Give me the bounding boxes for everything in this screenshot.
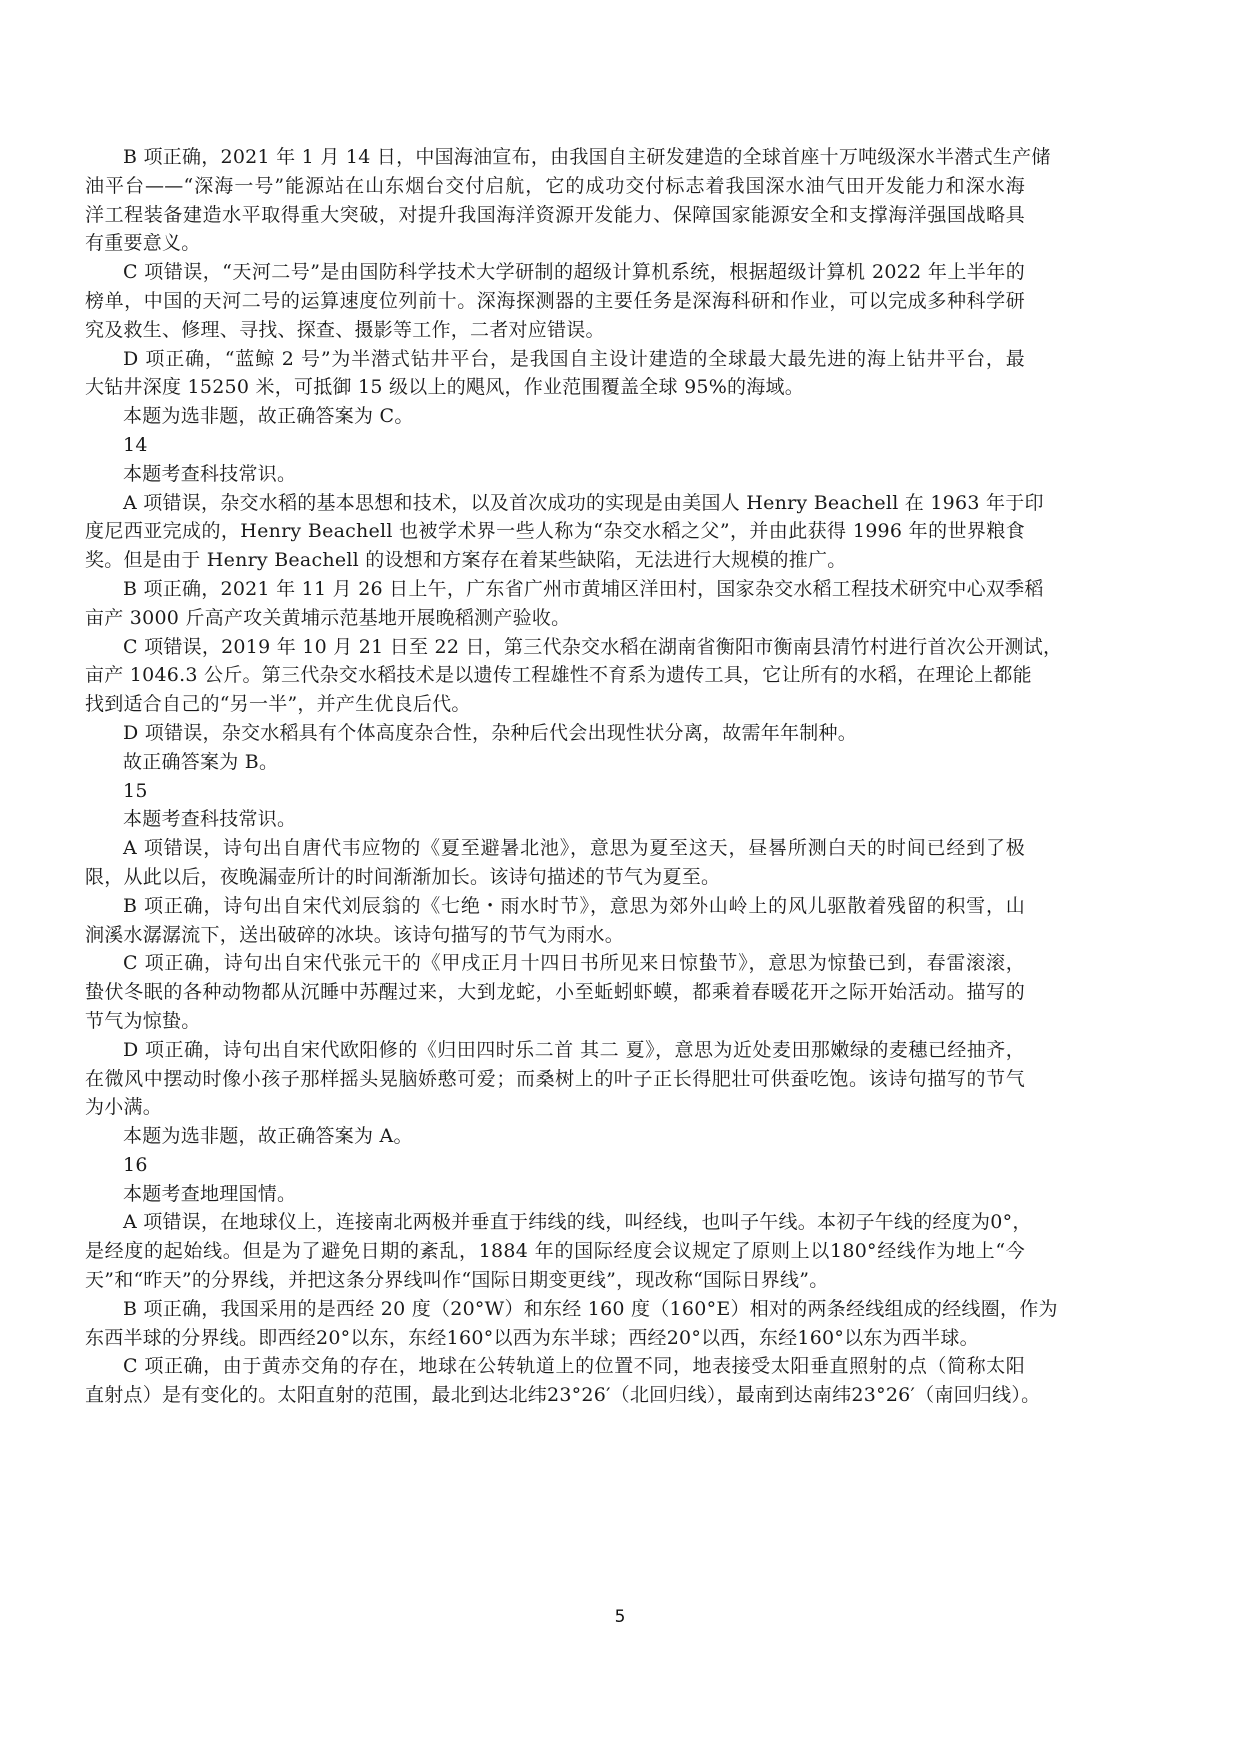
text-line: 直射点）是有变化的。太阳直射的范围，最北到达北纬23°26′（北回归线），最南到达南纬23°26′（南回归线）。 <box>85 1384 1041 1407</box>
text-line: A 项错误，在地球仪上，连接南北两极并垂直于纬线的线，叫经线，也叫子午线。本初子午线的经度为0°， <box>123 1211 1032 1234</box>
document-body <box>85 143 1063 1410</box>
text-line: 找到适合自己的“另一半”，并产生优良后代。 <box>85 693 471 716</box>
text-line: 14 <box>123 433 148 456</box>
text-line: A 项错误，诗句出自唐代韦应物的《夏至避暑北池》，意思为夏至这天，昼晷所测白天的时间已经到了极 <box>123 837 1025 860</box>
text-line: 限，从此以后，夜晚漏壶所计的时间渐渐加长。该诗句描述的节气为夏至。 <box>85 865 721 888</box>
text-line: 洋工程装备建造水平取得重大突破，对提升我国海洋资源开发能力、保障国家能源安全和支撑海洋强国战略具 <box>85 203 1025 226</box>
text-line: 大钻井深度 15250 米，可抵御 15 级以上的飓风，作业范围覆盖全球 95%的海域。 <box>85 376 805 399</box>
text-line: 奖。但是由于 Henry Beachell 的设想和方案存在着某些缺陷，无法进行大规模的推广。 <box>85 549 847 572</box>
text-line: 故正确答案为 B。 <box>123 750 279 773</box>
text-line: 在微风中摆动时像小孩子那样摇头晃脑娇憨可爱；而桑树上的叶子正长得肥壮可供蚕吃饱。该诗句描写的节气 <box>85 1067 1025 1090</box>
text-line: C 项正确，由于黄赤交角的存在，地球在公转轨道上的位置不同，地表接受太阳垂直照射的点（简称太阳 <box>123 1355 1025 1378</box>
text-line: 蛰伏冬眠的各种动物都从沉睡中苏醒过来，大到龙蛇，小至蚯蚓虾蟆，都乘着春暖花开之际开始活动。描写的 <box>85 981 1025 1004</box>
text-line: B 项正确，诗句出自宋代刘辰翁的《七绝・雨水时节》，意思为郊外山岭上的风儿驱散着残留的积雪，山 <box>123 894 1025 917</box>
text-line: 16 <box>123 1153 148 1176</box>
text-line: 本题为选非题，故正确答案为 C。 <box>123 405 414 428</box>
text-line: 亩产 3000 斤高产攻关黄埔示范基地开展晚稻测产验收。 <box>85 606 571 629</box>
text-line: C 项错误，2019 年 10 月 21 日至 22 日，第三代杂交水稻在湖南省衡阳市衡南县清竹村进行首次公开测试， <box>123 635 1063 658</box>
text-line: 榜单，中国的天河二号的运算速度位列前十。深海探测器的主要任务是深海科研和作业，可以完成多种科学研 <box>85 289 1025 312</box>
text-line: D 项正确，“蓝鲸 2 号”为半潜式钻井平台，是我国自主设计建造的全球最大最先进的海上钻井平台，最 <box>123 347 1025 370</box>
text-line: C 项正确，诗句出自宋代张元干的《甲戌正月十四日书所见来日惊蛰节》，意思为惊蛰已到，春雷滚滚， <box>123 952 1025 975</box>
text-line: 15 <box>123 779 148 802</box>
text-line: 本题为选非题，故正确答案为 A。 <box>123 1125 413 1148</box>
text-line: B 项正确，2021 年 11 月 26 日上午，广东省广州市黄埔区洋田村，国家杂交水稻工程技术研究中心双季稻 <box>123 577 1044 600</box>
text-line: 为小满。 <box>85 1096 163 1119</box>
text-line: A 项错误，杂交水稻的基本思想和技术，以及首次成功的实现是由美国人 Henry Beachell 在 1963 年于印 <box>123 491 1044 514</box>
text-line: 究及救生、修理、寻找、探查、摄影等工作，二者对应错误。 <box>85 318 605 341</box>
text-line: 涧溪水潺潺流下，送出破碎的冰块。该诗句描写的节气为雨水。 <box>85 923 625 946</box>
text-line: 亩产 1046.3 公斤。第三代杂交水稻技术是以遗传工程雄性不育系为遗传工具，它让所有的水稻，在理论上都能 <box>85 664 1032 687</box>
text-line: D 项正确，诗句出自宋代欧阳修的《归田四时乐二首 其二 夏》，意思为近处麦田那嫩绿的麦穗已经抽齐， <box>123 1038 1025 1061</box>
text-line: 有重要意义。 <box>85 232 201 255</box>
text-line: 度尼西亚完成的，Henry Beachell 也被学术界一些人称为“杂交水稻之父”，并由此获得 1996 年的世界粮食 <box>85 520 1025 543</box>
text-line: C 项错误，“天河二号”是由国防科学技术大学研制的超级计算机系统，根据超级计算机 2022 年上半年的 <box>123 261 1025 284</box>
text-line: D 项错误，杂交水稻具有个体高度杂合性，杂种后代会出现性状分离，故需年年制种。 <box>123 721 858 744</box>
text-line: 东西半球的分界线。即西经20°以东，东经160°以西为东半球；西经20°以西，东经160°以东为西半球。 <box>85 1326 979 1349</box>
text-line: B 项正确，2021 年 1 月 14 日，中国海油宣布，由我国自主研发建造的全球首座十万吨级深水半潜式生产储 <box>123 146 1051 168</box>
text-line: 节气为惊蛰。 <box>85 1009 201 1032</box>
text-line: 油平台——“深海一号”能源站在山东烟台交付启航，它的成功交付标志着我国深水油气田开发能力和深水海 <box>85 174 1025 197</box>
text-line: 是经度的起始线。但是为了避免日期的紊乱，1884 年的国际经度会议规定了原则上以180°经线作为地上“今 <box>85 1240 1025 1263</box>
text-line: 天”和“昨天”的分界线，并把这条分界线叫作“国际日期变更线”，现改称“国际日界线”。 <box>85 1269 829 1292</box>
text-line: 本题考查科技常识。 <box>123 462 297 485</box>
text-line: 本题考查科技常识。 <box>123 808 297 831</box>
text-line: B 项正确，我国采用的是西经 20 度（20°W）和东经 160 度（160°E）相对的两条经线组成的经线圈，作为 <box>123 1297 1058 1320</box>
page-number: 5 <box>614 1607 626 1627</box>
text-line: 本题考查地理国情。 <box>123 1182 297 1205</box>
